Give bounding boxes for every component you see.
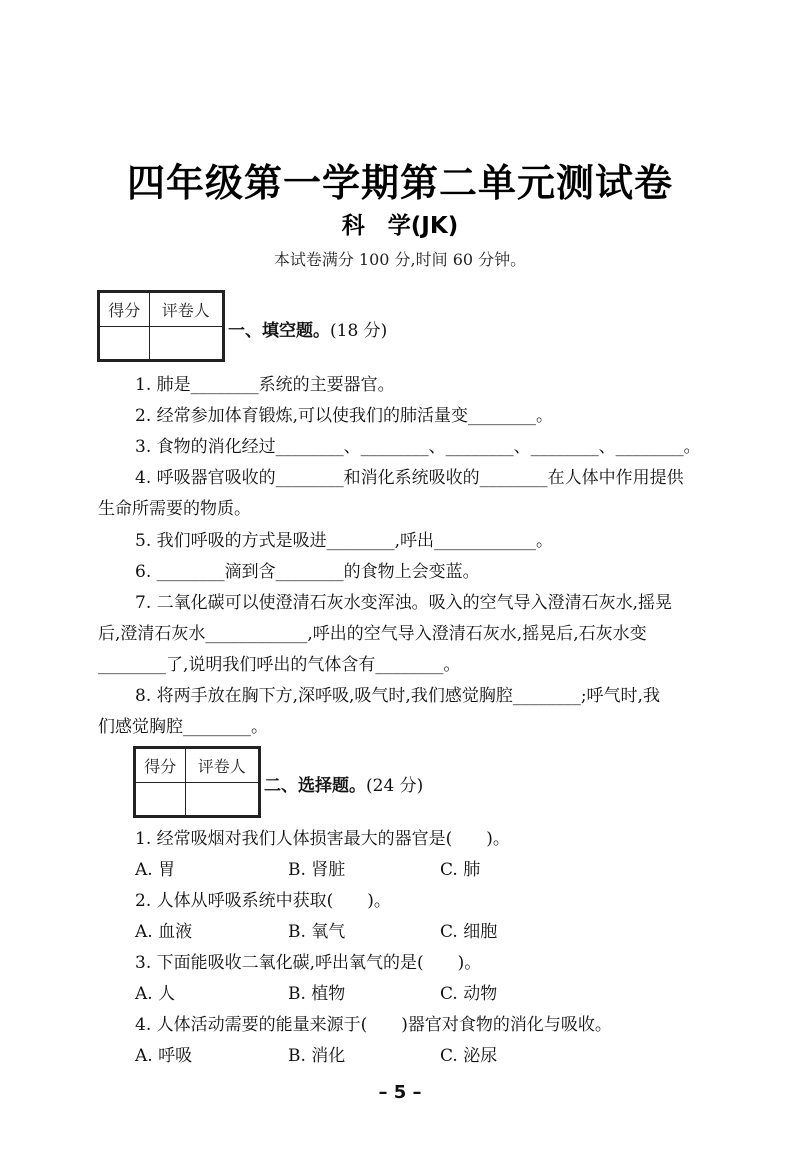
- choice-option[interactable]: B. 消化: [288, 1046, 346, 1066]
- fill-question-8-cont: 们感觉胸腔________。: [98, 717, 268, 737]
- score-cell[interactable]: [136, 783, 186, 816]
- fill-question-1: 1. 肺是________系统的主要器官。: [135, 375, 395, 395]
- page-title: 四年级第一学期第二单元测试卷: [126, 161, 673, 205]
- choice-option[interactable]: C. 动物: [440, 984, 498, 1004]
- choice-option[interactable]: C. 肺: [440, 860, 481, 880]
- grader-cell[interactable]: [185, 783, 259, 816]
- fill-question-7: 7. 二氧化碳可以使澄清石灰水变浑浊。吸入的空气导入澄清石灰水,摇晃: [135, 593, 673, 613]
- grader-cell[interactable]: [149, 327, 223, 360]
- choice-question-3: 3. 下面能吸收二氧化碳,呼出氧气的是( )。: [135, 953, 482, 973]
- subject-subtitle: 科 学(JK): [341, 213, 459, 239]
- choice-option[interactable]: A. 血液: [135, 922, 193, 942]
- score-box-section1: [97, 290, 225, 362]
- choice-option[interactable]: C. 泌尿: [440, 1046, 498, 1066]
- section1-heading: [228, 316, 387, 341]
- score-label: 得分: [136, 749, 186, 783]
- score-box-section2: [133, 746, 261, 818]
- page-number: – 5 –: [378, 1082, 422, 1103]
- fill-question-6: 6. ________滴到含________的食物上会变蓝。: [135, 562, 480, 582]
- exam-note: 本试卷满分 100 分,时间 60 分钟。: [273, 250, 527, 269]
- fill-question-4: 4. 呼吸器官吸收的________和消化系统吸收的________在人体中作用提供: [135, 468, 684, 488]
- section1-title: 一、填空题。: [228, 321, 330, 341]
- grader-label: 评卷人: [185, 749, 259, 783]
- fill-question-8: 8. 将两手放在胸下方,深呼吸,吸气时,我们感觉胸腔________;呼气时,我: [135, 686, 660, 706]
- choice-option[interactable]: A. 人: [135, 984, 176, 1004]
- choice-option[interactable]: B. 氧气: [288, 922, 346, 942]
- score-cell[interactable]: [100, 327, 150, 360]
- fill-question-4-cont: 生命所需要的物质。: [98, 499, 251, 519]
- fill-question-7-cont2: ________了,说明我们呼出的气体含有________。: [98, 655, 461, 675]
- section2-heading: [264, 771, 423, 796]
- choice-option[interactable]: C. 细胞: [440, 922, 498, 942]
- choice-question-2: 2. 人体从呼吸系统中获取( )。: [135, 891, 391, 911]
- choice-option[interactable]: B. 植物: [288, 984, 346, 1004]
- score-label: 得分: [100, 293, 150, 327]
- fill-question-5: 5. 我们呼吸的方式是吸进________,呼出____________。: [135, 531, 554, 551]
- choice-option[interactable]: B. 肾脏: [288, 860, 346, 880]
- choice-option[interactable]: A. 胃: [135, 860, 176, 880]
- fill-question-3: 3. 食物的消化经过________、________、________、________、________。: [135, 437, 701, 457]
- section1-points: (18 分): [330, 321, 388, 341]
- choice-question-4: 4. 人体活动需要的能量来源于( )器官对食物的消化与吸收。: [135, 1015, 612, 1035]
- section2-points: (24 分): [366, 776, 424, 796]
- grader-label: 评卷人: [149, 293, 223, 327]
- fill-question-7-cont1: 后,澄清石灰水____________,呼出的空气导入澄清石灰水,摇晃后,石灰水变: [98, 624, 647, 644]
- choice-option[interactable]: A. 呼吸: [135, 1046, 193, 1066]
- section2-title: 二、选择题。: [264, 776, 366, 796]
- fill-question-2: 2. 经常参加体育锻炼,可以使我们的肺活量变________。: [135, 406, 554, 426]
- choice-question-1: 1. 经常吸烟对我们人体损害最大的器官是( )。: [135, 829, 510, 849]
